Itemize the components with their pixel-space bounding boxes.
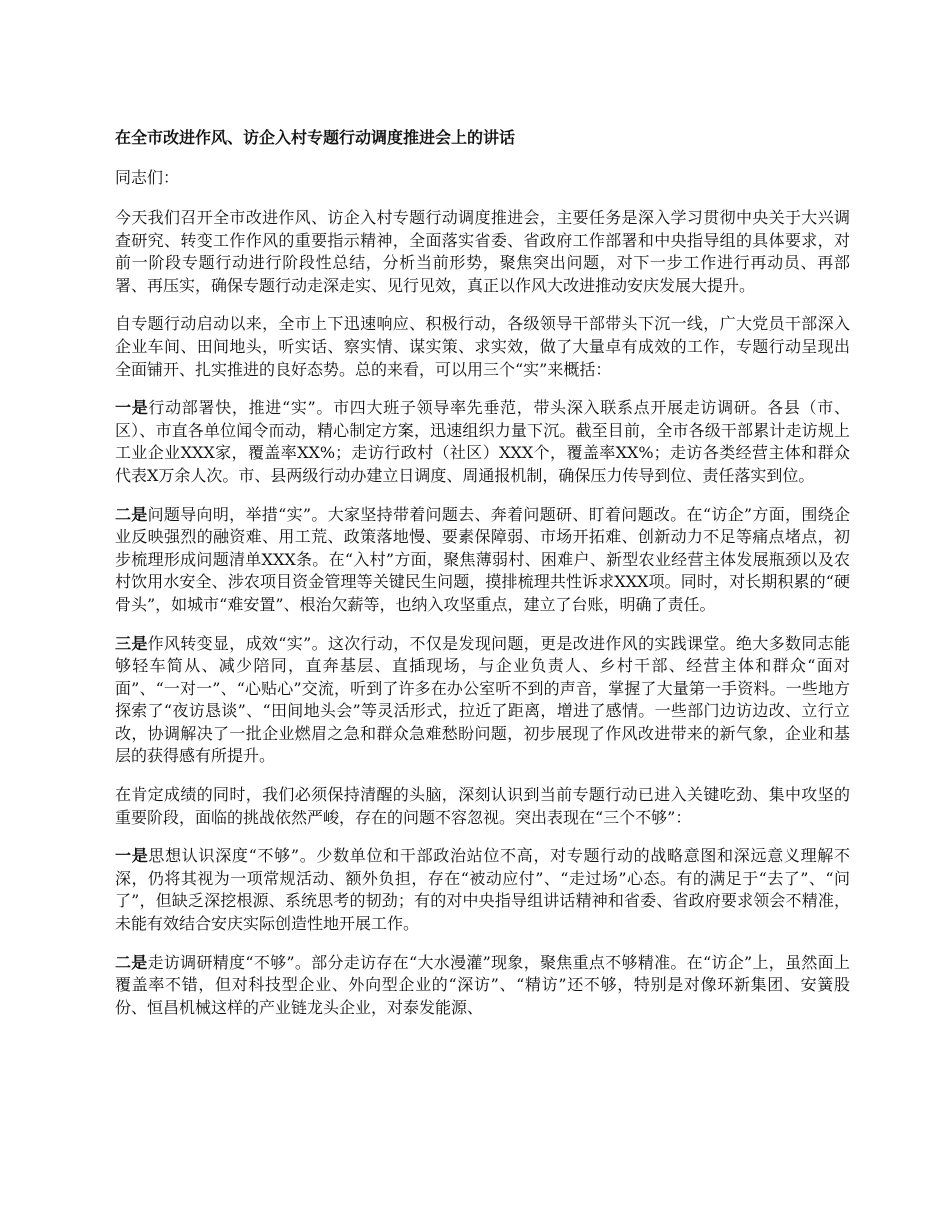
paragraph-text: 思想认识深度“不够”。少数单位和干部政治站位不高，对专题行动的战略意图和深远意义理解不深，仍将其视为一项常规活动、额外负担，存在“被动应付”、“走过场”心态。有的满足于“去了”、“问了”，但缺乏深挖根源、系统思考的韧劲；有的对中央指导组讲话精神和省委、省政府要求领会不精准，未能有效结合安庆实际创造性地开展工作。 [115,846,850,934]
salutation: 同志们： [115,168,180,187]
paragraph-achievement-3 [115,633,850,769]
paragraph-lead: 一是 [115,398,149,418]
paragraph-lead: 一是 [115,846,149,866]
paragraph-problem-1 [115,845,850,935]
paragraph-lead: 二是 [115,952,148,972]
paragraph-text: 行动部署快，推进“实”。市四大班子领导率先垂范，带头深入联系点开展走访调研。各县（市、区）、市直各单位闻令而动，精心制定方案，迅速组织力量下沉。截至目前，全市各级干部累计走访规上工业企业XXX家，覆盖率XX%；走访行政村（社区）XXX个，覆盖率XX%；走访各类经营主体和群众代表X万余人次。市、县两级行动办建立日调度、周通报机制，确保压力传导到位、责任落实到位。 [115,398,850,485]
paragraph-opening [115,207,850,297]
document-title: 在全市改进作风、访企入村专题行动调度推进会上的讲话 [115,128,516,147]
paragraph-lead: 三是 [115,633,148,653]
document-page [115,126,850,1035]
paragraph-achievement-1 [115,397,850,487]
paragraph-text: 问题导向明，举措“实”。大家坚持带着问题去、奔着问题研、盯着问题改。在“访企”方面，围绕企业反映强烈的融资难、用工荒、政策落地慢、要素保障弱、市场开拓难、创新动力不足等痛点堵点，初步梳理形成问题清单XXX条。在“入村”方面，聚焦薄弱村、困难户、新型农业经营主体发展瓶颈以及农村饮用水安全、涉农项目资金管理等关键民生问题，摸排梳理共性诉求XXX项。同时，对长期积累的“硬骨头”，如城市“难安置”、根治欠薪等，也纳入攻坚重点，建立了台账，明确了责任。 [115,504,850,614]
paragraph-lead: 二是 [115,504,148,524]
paragraph-progress-summary [115,313,850,381]
paragraph-achievement-2 [115,504,850,617]
paragraph-problem-2 [115,952,850,1020]
paragraph-text: 走访调研精度“不够”。部分走访存在“大水漫灌”现象，聚焦重点不够精准。在“访企”上，虽然面上覆盖率不错，但对科技型企业、外向型企业的“深访”、“精访”还不够，特别是对像环新集团、安簧股份、恒昌机械这样的产业链龙头企业，对泰发能源、 [115,952,850,1017]
paragraph-text: 自专题行动启动以来，全市上下迅速响应、积极行动，各级领导干部带头下沉一线，广大党员干部深入企业车间、田间地头，听实话、察实情、谋实策、求实效，做了大量卓有成效的工作，专题行动呈现出全面铺开、扎实推进的良好态势。总的来看，可以用三个“实”来概括： [115,314,850,379]
paragraph-text: 在肯定成绩的同时，我们必须保持清醒的头脑，深刻认识到当前专题行动已进入关键吃劲、集中攻坚的重要阶段，面临的挑战依然严峻，存在的问题不容忽视。突出表现在“三个不够”： [115,785,850,827]
paragraph-text: 作风转变显，成效“实”。这次行动，不仅是发现问题，更是改进作风的实践课堂。绝大多数同志能够轻车简从、减少陪同，直奔基层、直插现场，与企业负责人、乡村干部、经营主体和群众“面对面”、“一对一”、“心贴心”交流，听到了许多在办公室听不到的声音，掌握了大量第一手资料。一些地方探索了“夜访恳谈”、“田间地头会”等灵活形式，拉近了距离，增进了感情。一些部门边访边改、立行立改，协调解决了一批企业燃眉之急和群众急难愁盼问题，初步展现了作风改进带来的新气象，企业和基层的获得感有所提升。 [115,633,850,766]
paragraph-text: 今天我们召开全市改进作风、访企入村专题行动调度推进会，主要任务是深入学习贯彻中央关于大兴调查研究、转变工作作风的重要指示精神，全面落实省委、省政府工作部署和中央指导组的具体要求，对前一阶段专题行动进行阶段性总结，分析当前形势，聚焦突出问题，对下一步工作进行再动员、再部署、再压实，确保专题行动走深走实、见行见效，真正以作风大改进推动安庆发展大提升。 [115,208,850,295]
paragraph-problems-intro [115,784,850,829]
